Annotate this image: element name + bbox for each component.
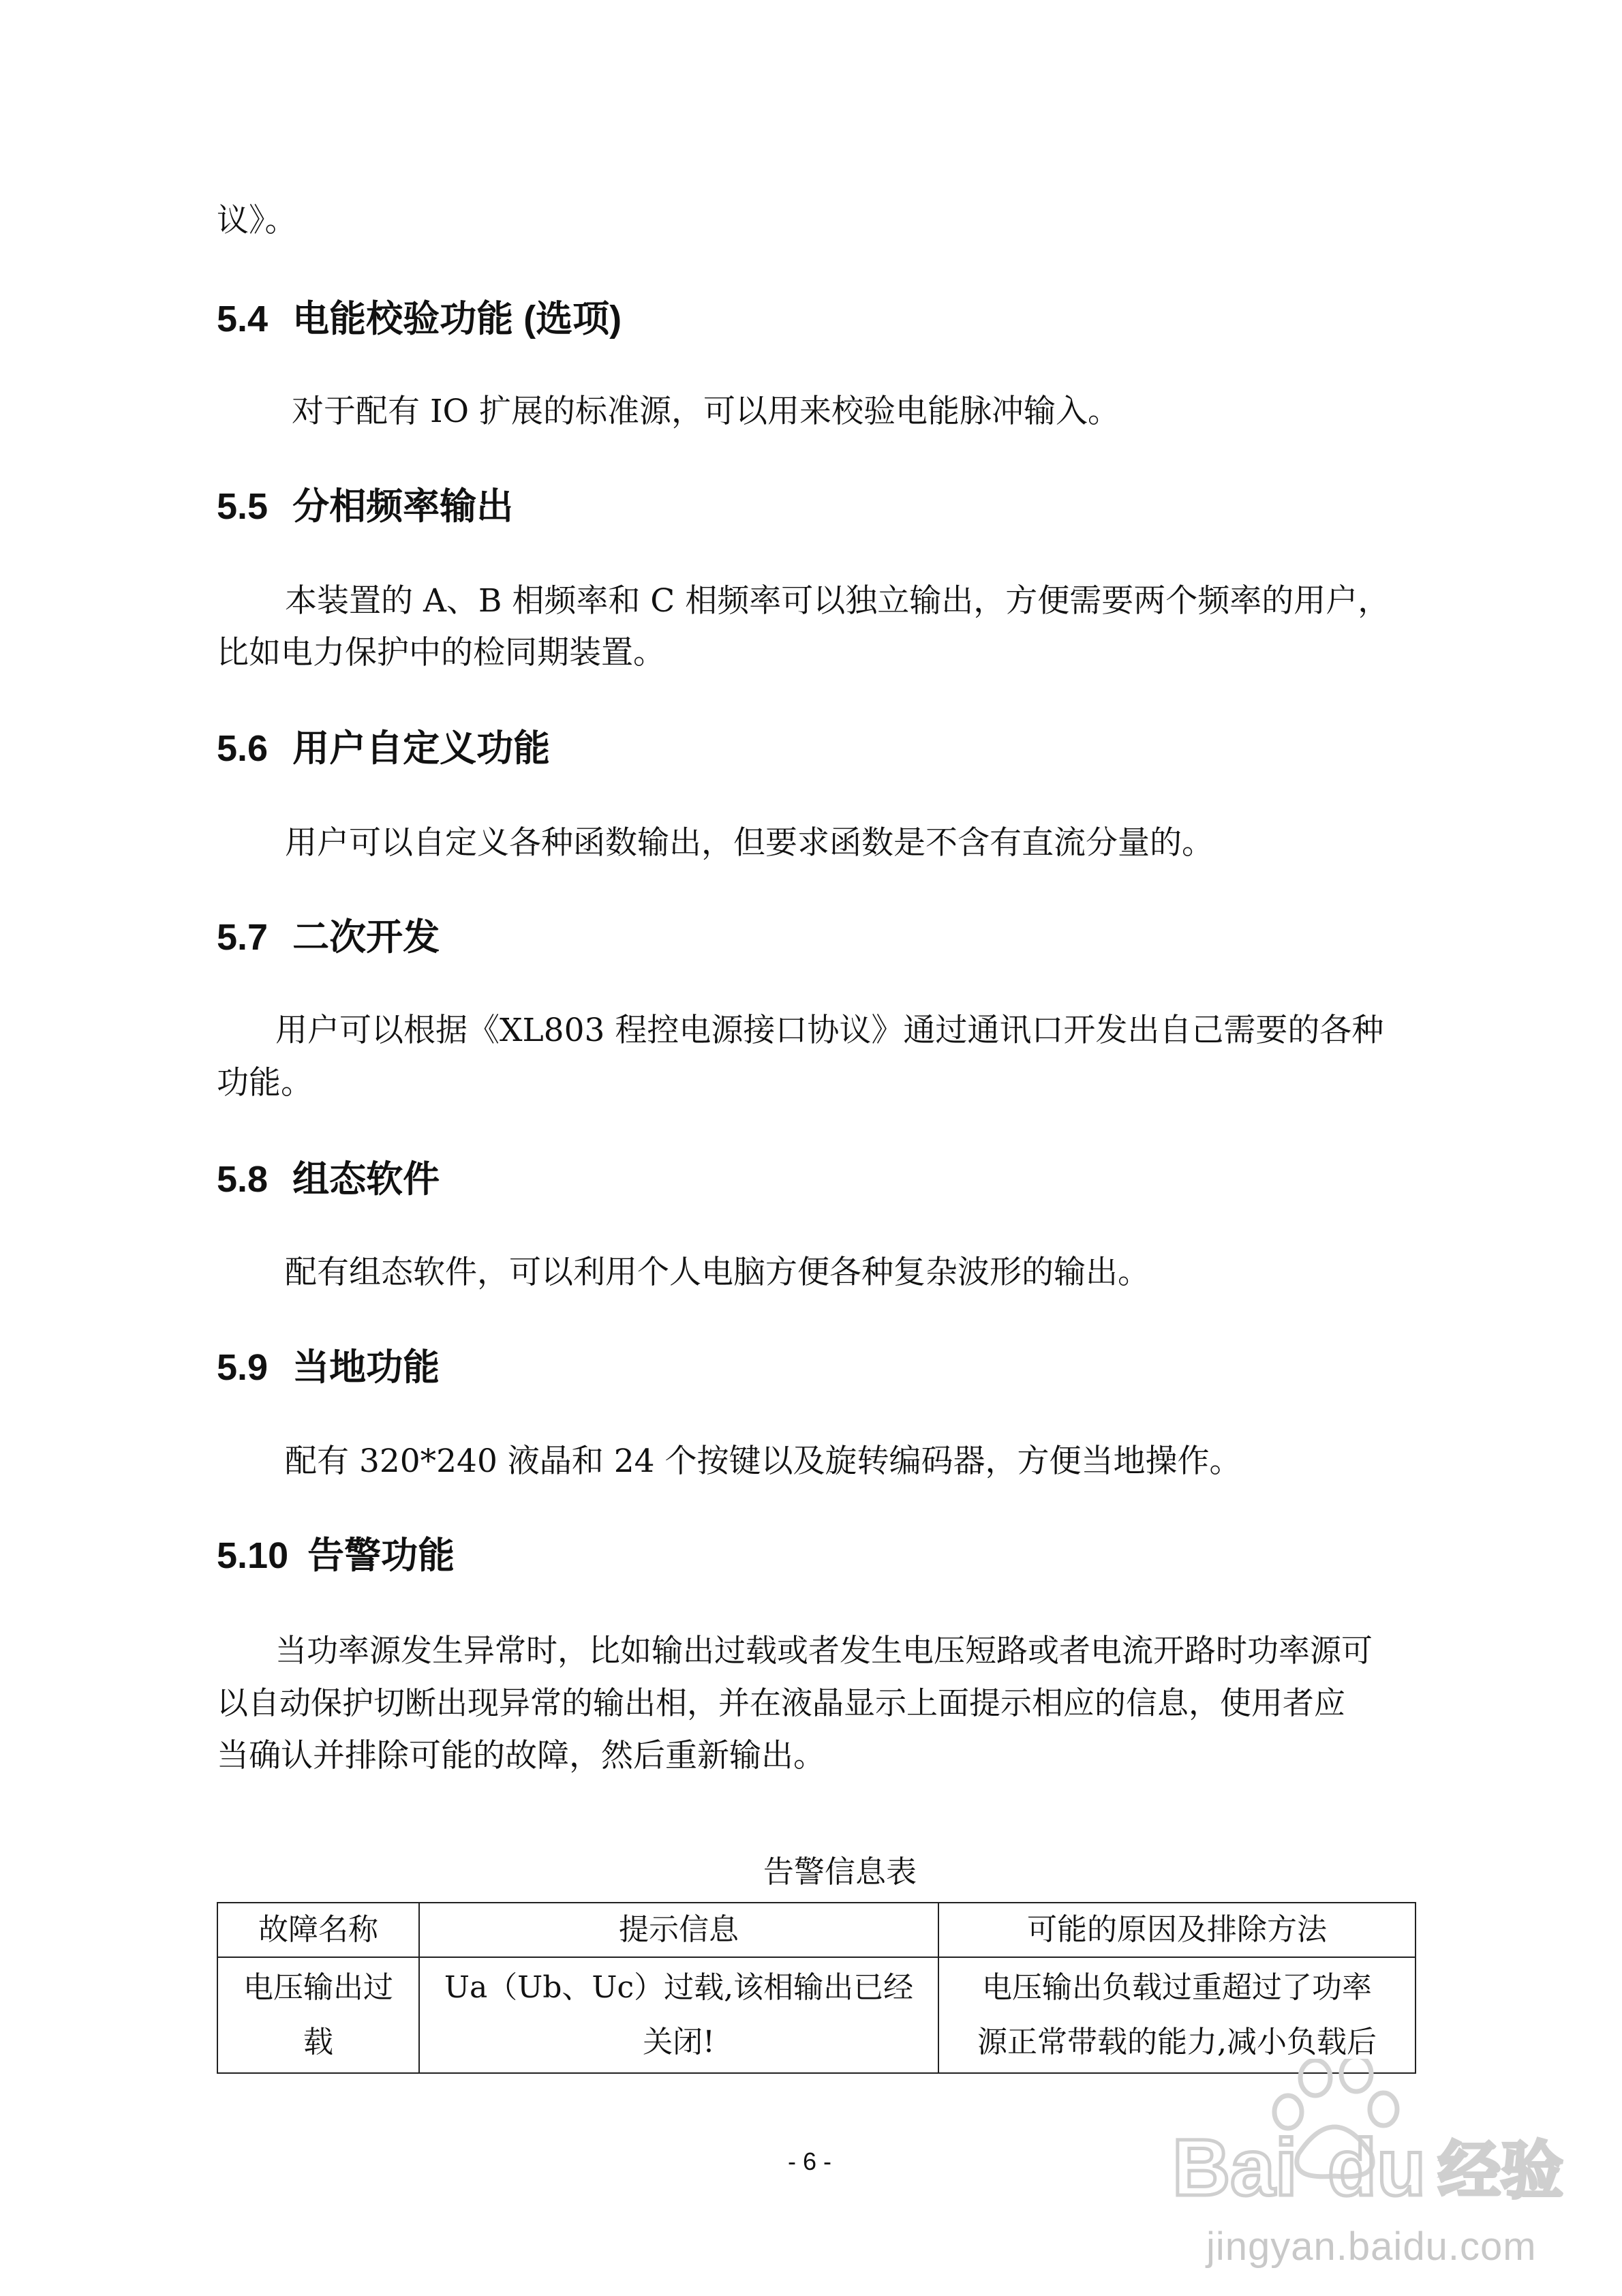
- section-number: 5.10: [217, 1535, 289, 1576]
- section-heading-5-8: [217, 1158, 440, 1201]
- section-5-5-text-line-1: 本装置的 A、B 相频率和 C 相频率可以独立输出，方便需要两个频率的用户，: [285, 582, 1390, 620]
- section-5-7-text-line-2: 功能。: [217, 1064, 313, 1102]
- section-heading-5-10: [217, 1534, 455, 1577]
- table-cell-message: [419, 1957, 938, 2073]
- cell-line: 电压输出负载过重超过了功率: [982, 1970, 1372, 2005]
- section-title: 二次开发: [292, 917, 440, 958]
- watermark-url: jingyan.baidu.com: [1206, 2224, 1537, 2269]
- baidu-jingyan-watermark: [1159, 2059, 1595, 2284]
- section-heading-5-9: [217, 1346, 440, 1389]
- section-5-9-text: 配有 320*240 液晶和 24 个按键以及旋转编码器，方便当地操作。: [285, 1442, 1242, 1480]
- page-number: - 6 -: [788, 2147, 832, 2175]
- section-5-6-text: 用户可以自定义各种函数输出，但要求函数是不含有直流分量的。: [285, 824, 1214, 862]
- table-cell-fault-name: [217, 1957, 419, 2073]
- cell-line: 载: [303, 2025, 333, 2059]
- section-number: 5.5: [217, 486, 269, 527]
- section-5-10-text-line-3: 当确认并排除可能的故障，然后重新输出。: [217, 1737, 825, 1774]
- section-title: 电能校验功能 (选项): [292, 299, 622, 339]
- section-5-10-text-line-2: 以自动保护切断出现异常的输出相，并在液晶显示上面提示相应的信息，使用者应: [217, 1685, 1345, 1721]
- section-title: 用户自定义功能: [292, 728, 551, 769]
- table-caption: 告警信息表: [763, 1854, 917, 1890]
- table-cell-remedy: [938, 1957, 1416, 2073]
- svg-text:经验: 经验: [1438, 2134, 1564, 2207]
- section-number: 5.9: [217, 1347, 269, 1388]
- alarm-info-table: [217, 1902, 1416, 2074]
- table-row: [217, 1957, 1416, 2073]
- table-header-cell: 提示信息: [419, 1903, 938, 1957]
- section-title: 当地功能: [292, 1347, 440, 1388]
- section-heading-5-7: [217, 916, 440, 959]
- section-5-8-text: 配有组态软件，可以利用个人电脑方便各种复杂波形的输出。: [285, 1254, 1150, 1291]
- section-5-7-text-line-1: 用户可以根据《XL803 程控电源接口协议》通过通讯口开发出自己需要的各种: [275, 1012, 1384, 1049]
- svg-text:Bai: Bai: [1172, 2123, 1298, 2213]
- cell-line: 电压输出过: [243, 1970, 393, 2005]
- section-5-10-text-line-1: 当功率源发生异常时，比如输出过载或者发生电压短路或者电流开路时功率源可: [275, 1632, 1373, 1669]
- section-number: 5.6: [217, 728, 269, 769]
- section-number: 5.4: [217, 299, 269, 339]
- table-header-row: [217, 1903, 1416, 1957]
- section-heading-5-6: [217, 727, 550, 770]
- section-number: 5.8: [217, 1159, 269, 1200]
- section-number: 5.7: [217, 917, 269, 958]
- cell-line: 源正常带载的能力,减小负载后: [977, 2025, 1377, 2059]
- section-title: 组态软件: [292, 1159, 440, 1200]
- section-5-4-text: 对于配有 IO 扩展的标准源，可以用来校验电能脉冲输入。: [292, 393, 1120, 430]
- table-header-cell: 故障名称: [217, 1903, 419, 1957]
- section-title: 分相频率输出: [292, 486, 514, 527]
- section-5-5-text-line-2: 比如电力保护中的检同期装置。: [217, 634, 665, 671]
- svg-text:du: du: [1328, 2123, 1426, 2213]
- section-title: 告警功能: [307, 1535, 455, 1576]
- section-heading-5-5: [217, 485, 513, 528]
- table-header-cell: 可能的原因及排除方法: [938, 1903, 1416, 1957]
- section-heading-5-4: [217, 297, 622, 341]
- cell-line: Ua（Ub、Uc）过载,该相输出已经: [444, 1970, 914, 2005]
- cell-line: 关闭!: [643, 2025, 715, 2059]
- intro-tail-text: 议》。: [217, 202, 297, 239]
